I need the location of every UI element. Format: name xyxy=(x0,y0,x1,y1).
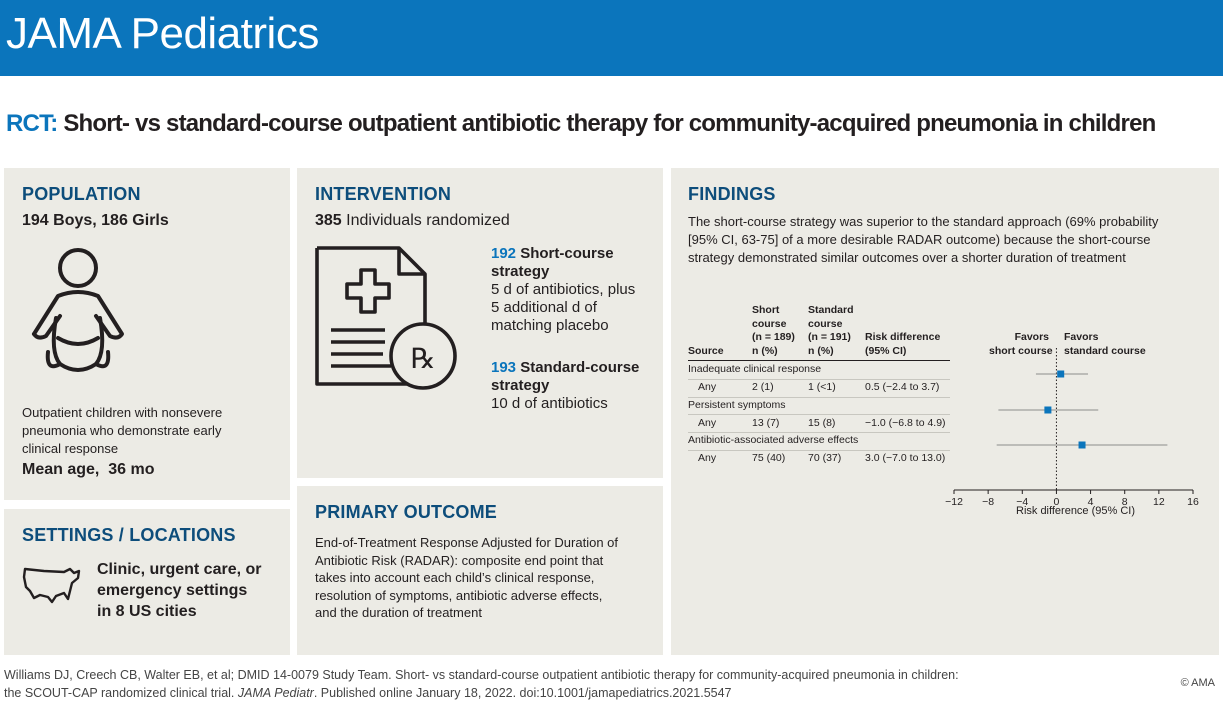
short-course-name: Short-course xyxy=(516,245,614,262)
standard-course-name-line2: strategy xyxy=(491,377,550,394)
intervention-heading: INTERVENTION xyxy=(315,184,452,204)
col-short-line: course xyxy=(752,317,787,330)
standard-course-detail: 10 d of antibiotics xyxy=(491,395,608,412)
primary-outcome-text xyxy=(315,534,618,622)
row-label: Any xyxy=(698,381,717,393)
estimate-marker xyxy=(1079,442,1086,449)
svg-text:℞: ℞ xyxy=(410,344,436,375)
citation-line-1: Williams DJ, Creech CB, Walter EB, et al; DMID 14-0079 Study Team. Short- vs standard-course outpatient antibiotic therapy for community-acquired pneumonia in children: xyxy=(4,668,959,682)
x-tick-label: 12 xyxy=(1153,496,1165,508)
standard-course-count: 193 xyxy=(491,359,517,376)
child-icon xyxy=(20,244,136,380)
primary-outcome-panel xyxy=(297,486,663,655)
short-course-detail: 5 d of antibiotics, plus xyxy=(491,281,636,298)
standard-course-name: Standard-course xyxy=(516,359,640,376)
population-description-line: pneumonia who demonstrate early xyxy=(22,423,222,438)
journal-title: JAMA Pediatrics xyxy=(6,9,319,58)
settings-text-line: emergency settings xyxy=(97,582,248,599)
short-course-arm xyxy=(491,245,635,335)
findings-panel xyxy=(671,168,1219,655)
section-label: Antibiotic-associated adverse effects xyxy=(688,434,859,446)
col-rd-line: (95% CI) xyxy=(865,344,907,357)
row-standard-value: 15 (8) xyxy=(808,417,836,429)
population-description xyxy=(22,404,222,458)
section-label: Inadequate clinical response xyxy=(688,363,822,375)
row-separator xyxy=(688,450,950,451)
col-standard-line: course xyxy=(808,317,843,330)
primary-outcome-line: and the duration of treatment xyxy=(315,605,482,620)
estimate-marker xyxy=(1057,371,1064,378)
col-short-header xyxy=(752,304,795,358)
section-label: Persistent symptoms xyxy=(688,399,786,411)
settings-panel xyxy=(4,509,290,655)
population-counts: 194 Boys, 186 Girls xyxy=(22,212,169,229)
x-tick-label: 16 xyxy=(1187,496,1199,508)
standard-course-arm xyxy=(491,359,639,413)
col-rd-line: Risk difference xyxy=(865,331,941,343)
row-standard-value: 1 (<1) xyxy=(808,381,836,393)
col-standard-line: Standard xyxy=(808,304,854,316)
primary-outcome-line: Antibiotic Risk (RADAR): composite end point that xyxy=(315,552,604,568)
table-header-rule xyxy=(688,360,950,361)
forest-xlabel: Risk difference (95% CI) xyxy=(1016,505,1136,517)
intervention-panel xyxy=(297,168,663,478)
x-tick-label: 8 xyxy=(1121,496,1128,508)
row-rd-value: 0.5 (−2.4 to 3.7) xyxy=(865,381,940,393)
col-short-line: Short xyxy=(752,304,780,316)
row-standard-value: 70 (37) xyxy=(808,452,842,464)
short-course-name-line2: strategy xyxy=(491,263,550,280)
citation xyxy=(4,666,959,702)
favors-standard-line: standard course xyxy=(1064,344,1146,357)
col-rd-header xyxy=(865,331,940,358)
population-mean-age: Mean age, 36 mo xyxy=(22,461,155,478)
row-separator xyxy=(688,432,950,433)
settings-text-line: in 8 US cities xyxy=(97,603,197,620)
short-course-detail: 5 additional d of xyxy=(491,299,597,316)
row-label: Any xyxy=(698,452,717,464)
row-rd-value: −1.0 (−6.8 to 4.9) xyxy=(865,417,946,429)
journal-banner xyxy=(0,0,1223,76)
col-standard-header xyxy=(808,304,854,358)
primary-outcome-line: End-of-Treatment Response Adjusted for Duration of xyxy=(315,535,619,550)
findings-text-line: The short-course strategy was superior to the standard approach (69% probability xyxy=(688,214,1159,229)
row-label: Any xyxy=(698,417,717,429)
primary-outcome-heading: PRIMARY OUTCOME xyxy=(315,502,498,522)
x-tick-label: −4 xyxy=(1016,496,1029,508)
settings-text xyxy=(97,559,261,622)
row-rd-value: 3.0 (−7.0 to 13.0) xyxy=(865,452,946,464)
col-short-line: n (%) xyxy=(752,344,778,357)
row-separator xyxy=(688,414,950,415)
citation-journal: JAMA Pediatr xyxy=(237,686,314,700)
x-tick-label: 4 xyxy=(1087,496,1094,508)
title-text: Short- vs standard-course outpatient antibiotic therapy for community-acquired pneumonia in children xyxy=(57,110,1156,137)
forest-plot xyxy=(941,348,1211,508)
findings-text-line: strategy demonstrated similar outcomes over a shorter duration of treatment xyxy=(688,250,1126,265)
col-standard-line: (n = 191) xyxy=(808,331,851,343)
col-standard-line: n (%) xyxy=(808,344,834,357)
short-course-count: 192 xyxy=(491,245,517,262)
row-separator xyxy=(688,379,950,380)
x-tick-label: −8 xyxy=(982,496,995,508)
estimate-marker xyxy=(1044,407,1051,414)
row-short-value: 13 (7) xyxy=(752,417,780,429)
x-tick-label: −12 xyxy=(945,496,963,508)
findings-text-line: [95% CI, 63-75] of a more desirable RADAR outcome) because the short-course xyxy=(688,232,1151,247)
population-panel xyxy=(4,168,290,500)
favors-standard-line: Favors xyxy=(1064,331,1099,343)
randomized-label: Individuals randomized xyxy=(341,212,510,229)
citation-line-2b: . Published online January 18, 2022. doi:10.1001/jamapediatrics.2021.5547 xyxy=(313,686,732,700)
findings-text xyxy=(688,213,1158,267)
row-short-value: 2 (1) xyxy=(752,381,774,393)
citation-line-2a: the SCOUT-CAP randomized clinical trial. xyxy=(4,686,238,700)
col-source-header: Source xyxy=(688,345,724,357)
copyright: © AMA xyxy=(1180,677,1215,689)
us-map-icon xyxy=(22,563,82,605)
page-title xyxy=(6,110,1155,138)
randomized-count: 385 xyxy=(315,212,342,229)
row-short-value: 75 (40) xyxy=(752,452,786,464)
randomized-line xyxy=(315,212,510,230)
short-course-detail: matching placebo xyxy=(491,317,609,334)
citation-line-2 xyxy=(4,684,959,702)
settings-heading: SETTINGS / LOCATIONS xyxy=(22,525,236,545)
prescription-document-icon xyxy=(313,244,461,390)
findings-heading: FINDINGS xyxy=(688,184,776,204)
row-separator xyxy=(688,397,950,398)
favors-short-line: Favors xyxy=(1014,331,1049,343)
settings-text-line: Clinic, urgent care, or xyxy=(97,561,262,578)
population-heading: POPULATION xyxy=(22,184,141,204)
primary-outcome-line: takes into account each child’s clinical response, xyxy=(315,570,595,585)
title-prefix: RCT: xyxy=(6,110,58,137)
favors-short-line: short course xyxy=(989,344,1053,357)
population-description-line: Outpatient children with nonsevere xyxy=(22,405,223,420)
primary-outcome-line: resolution of symptoms, antibiotic adverse effects, xyxy=(315,587,603,603)
population-description-line: clinical response xyxy=(22,441,119,456)
col-short-line: (n = 189) xyxy=(752,331,795,343)
x-tick-label: 0 xyxy=(1053,496,1060,508)
